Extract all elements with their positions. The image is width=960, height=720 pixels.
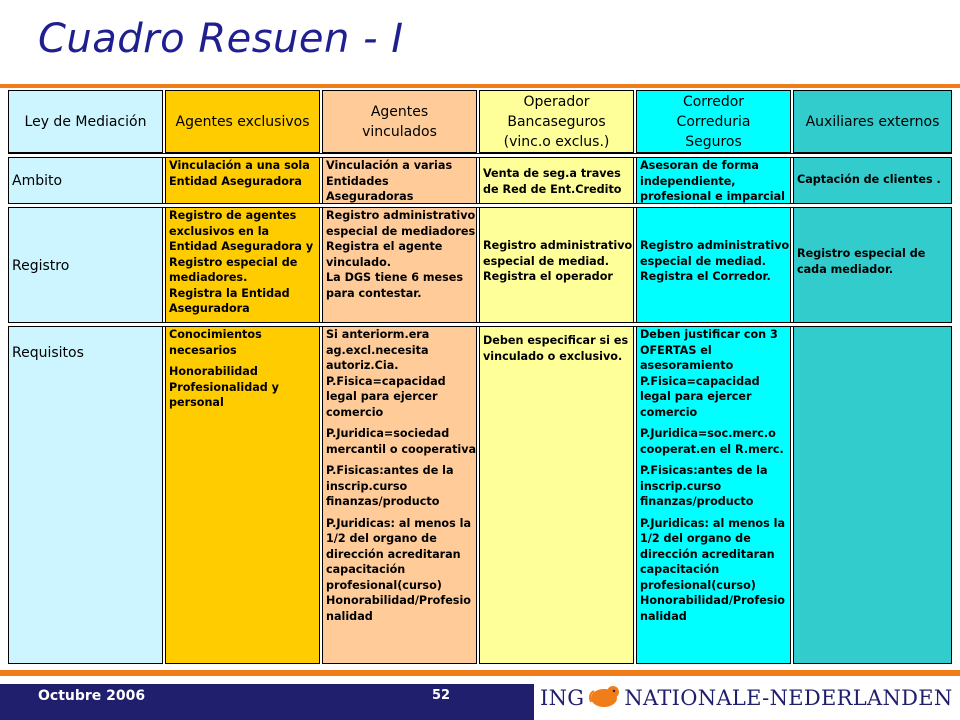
table-header-label: Ley de Mediación (24, 113, 147, 130)
table-cell (640, 158, 785, 205)
cell-line: nalidad (326, 609, 373, 623)
cell-line: necesarios (169, 343, 237, 357)
table-cell (169, 327, 279, 411)
table-cell (483, 333, 628, 364)
table-header-6 (793, 90, 952, 153)
table-header-4 (479, 90, 634, 153)
cell-line: dirección acreditaran (640, 547, 775, 561)
cell-line: dirección acreditaran (326, 547, 461, 561)
cell-line: Entidades (326, 174, 389, 188)
cell-line: P.Juridicas: al menos la (326, 516, 472, 530)
cell-line: especial de mediadores (326, 224, 476, 238)
cell-line: Profesionalidad y (169, 380, 279, 394)
cell-line: comercio (640, 405, 698, 419)
table-cell (640, 327, 785, 624)
cell-line: independiente, (640, 174, 736, 188)
cell-line: Deben especificar si es (483, 334, 629, 347)
cell-line: capacitación (640, 563, 720, 576)
cell-line: para contestar. (326, 286, 422, 300)
cell-line: P.Fisicas:antes de la (640, 464, 768, 477)
row-label-registro: Registro (12, 258, 70, 274)
page-title: Cuadro Resuen - I (38, 16, 404, 62)
cell-line: Vinculación a una sola (169, 159, 310, 172)
cell-line: Asesoran de forma (640, 159, 759, 172)
logo-nn-text: NATIONALE-NEDERLANDEN (624, 686, 953, 710)
table-header-1 (8, 90, 163, 153)
cell-line: Registro especial de (797, 247, 926, 260)
row-border (8, 203, 952, 204)
cell-line: Registro administrativo (640, 239, 790, 252)
cell-line: Aseguradoras (326, 190, 414, 203)
cell-line: P.Juridicas: al menos la (640, 516, 786, 530)
row-border (8, 326, 952, 327)
table-cell (169, 158, 310, 189)
cell-line: Registra el agente (326, 240, 443, 253)
cell-line: Aseguradora (169, 302, 250, 315)
cell-line: de Red de Ent.Credito (483, 182, 622, 196)
cell-line: OFERTAS el (640, 343, 712, 357)
table-header-label: Agentes exclusivos (175, 113, 310, 130)
cell-line: exclusivos en la (169, 224, 270, 238)
cell-line: profesional e imparcial (640, 190, 785, 203)
page-number: 52 (432, 688, 451, 703)
lion-icon (587, 682, 621, 715)
cell-line: nalidad (640, 609, 687, 623)
cell-line: especial de mediad. (483, 254, 609, 268)
table-header-label: Corredor Correduria Seguros (676, 93, 751, 150)
cell-line: Vinculación a varias (326, 159, 453, 172)
table-header-3 (322, 90, 477, 153)
table-cell (483, 166, 621, 197)
row-border (8, 322, 952, 323)
cell-line: 1/2 del organo de (640, 532, 751, 545)
cell-line: mediadores. (169, 271, 248, 284)
cell-line: La DGS tiene 6 meses (326, 271, 464, 284)
cell-line: profesional(curso) (326, 578, 442, 592)
table-cell (797, 246, 925, 277)
table-header-2 (165, 90, 320, 153)
cell-line: Registro especial de (169, 255, 298, 269)
cell-line: P.Fisicas:antes de la (326, 464, 454, 477)
table-cell (797, 172, 941, 188)
cell-line: Honorabilidad/Profesio (326, 594, 471, 607)
cell-line: Honorabilidad/Profesio (640, 594, 785, 607)
cell-line: Registro administrativo (483, 239, 633, 252)
cell-line: Venta de seg.a traves (483, 167, 621, 180)
cell-line: especial de mediad. (640, 254, 766, 268)
table-cell (640, 238, 789, 285)
cell-line: personal (169, 396, 224, 409)
cell-line: inscrip.curso (326, 479, 408, 493)
table-header-5 (636, 90, 791, 153)
table-cell (326, 158, 452, 205)
logo-ing-text: ING (540, 686, 585, 710)
cell-line: cada mediador. (797, 262, 894, 276)
cell-line: finanzas/producto (640, 495, 754, 508)
row-border (8, 207, 952, 208)
cell-line: P.Juridica=soc.merc.o (640, 427, 776, 440)
cell-line: autoriz.Cia. (326, 359, 399, 372)
cell-line: cooperat.en el R.merc. (640, 442, 784, 456)
cell-line: inscrip.curso (640, 479, 722, 493)
row-label-ambito: Ambito (12, 173, 63, 189)
cell-line: finanzas/producto (326, 495, 440, 508)
cell-line: mercantil o cooperativa (326, 442, 477, 456)
table-cell (326, 327, 476, 624)
cell-line: ag.excl.necesita (326, 343, 429, 357)
row-border (8, 157, 952, 158)
cell-line: Registro administrativo (326, 209, 476, 222)
table-cell (483, 238, 632, 285)
cell-line: 1/2 del organo de (326, 532, 437, 545)
cell-line: profesional(curso) (640, 578, 756, 592)
cell-line: Registro de agentes (169, 209, 297, 222)
cell-line: legal para ejercer (326, 390, 438, 403)
footer-date: Octubre 2006 (38, 688, 146, 704)
cell-line: Honorabilidad (169, 365, 258, 378)
cell-line: Captación de clientes . (797, 173, 941, 186)
row-label-requisitos: Requisitos (12, 345, 84, 361)
cell-line: comercio (326, 405, 384, 419)
cell-line: Registra el operador (483, 270, 613, 283)
row-border (8, 153, 952, 154)
cell-line: Entidad Aseguradora (169, 174, 302, 188)
title-divider (0, 84, 960, 88)
cell-line: vinculado. (326, 255, 392, 269)
table-header-label: Operador Bancaseguros (vinc.o exclus.) (503, 93, 610, 150)
cell-line: P.Fisica=capacidad (326, 374, 446, 388)
ing-logo (540, 676, 960, 720)
cell-line: P.Juridica=sociedad (326, 427, 450, 440)
cell-line: Entidad Aseguradora y (169, 240, 314, 253)
cell-line: Registra la Entidad (169, 286, 290, 300)
cell-line: P.Fisica=capacidad (640, 374, 760, 388)
cell-line: legal para ejercer (640, 390, 752, 403)
cell-line: vinculado o exclusivo. (483, 349, 623, 363)
cell-line: Registra el Corredor. (640, 270, 771, 283)
cell-line: Si anteriorm.era (326, 328, 430, 341)
cell-line: Conocimientos (169, 328, 262, 341)
cell-line: asesoramiento (640, 359, 734, 372)
cell-line: Deben justificar con 3 (640, 328, 778, 341)
table-header-label: Auxiliares externos (805, 113, 940, 130)
table-cell (169, 208, 313, 317)
cell-line: capacitación (326, 563, 406, 576)
table-header-label: Agentes vinculados (362, 103, 437, 140)
table-cell (326, 208, 475, 301)
